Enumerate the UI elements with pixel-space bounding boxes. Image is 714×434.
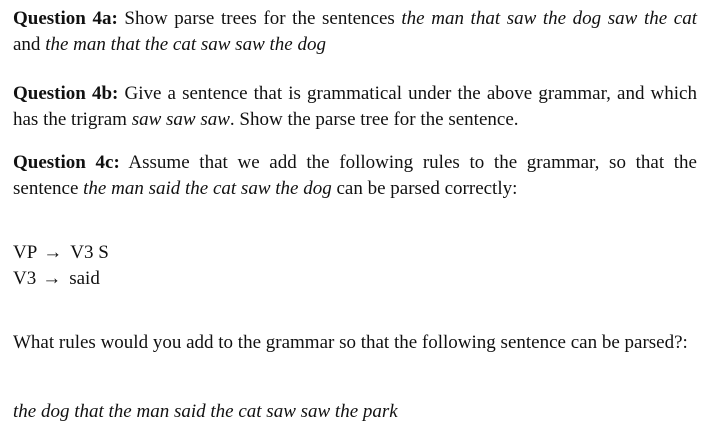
question-4b-text-1: Give a sentence that is grammatical under the above grammar, and which has the trigram [13,83,697,130]
question-4b [13,81,697,133]
right-arrow-icon: → [43,242,63,263]
right-arrow-icon: → [42,268,62,289]
question-4a-sentence-2: the man that the cat saw saw the dog [45,34,326,55]
grammar-rule [13,240,109,266]
question-4a-label: Question 4a: [13,8,118,29]
question-4c-label: Question 4c: [13,152,120,173]
question-4b-label: Question 4b: [13,83,119,104]
grammar-rule [13,266,109,292]
rule-lhs: V3 [13,268,37,289]
question-4a [13,6,697,58]
question-4a-text-2: and [13,34,46,55]
question-4a-text-1: Show parse trees for the sentences [117,8,402,29]
grammar-rules [13,240,109,292]
question-4c [13,150,697,202]
question-4b-trigram: saw saw saw [131,109,230,130]
example-sentence: the dog that the man said the cat saw saw the park [13,401,398,422]
rule-rhs: V3 S [70,242,109,263]
question-4c-text-1: Assume that we add the following rules to the grammar, so that the sentence [13,152,697,199]
question-4c-sentence: the man said the cat saw the dog [83,178,332,199]
rule-lhs: VP [13,242,38,263]
rule-rhs: said [69,268,100,289]
question-4a-sentence-1: the man that saw the dog saw the cat [401,8,697,29]
followup-question: What rules would you add to the grammar so that the following sentence can be parsed?: [13,332,688,353]
question-4b-text-2: . Show the parse tree for the sentence. [229,109,519,130]
question-4c-text-2: can be parsed correctly: [331,178,518,199]
